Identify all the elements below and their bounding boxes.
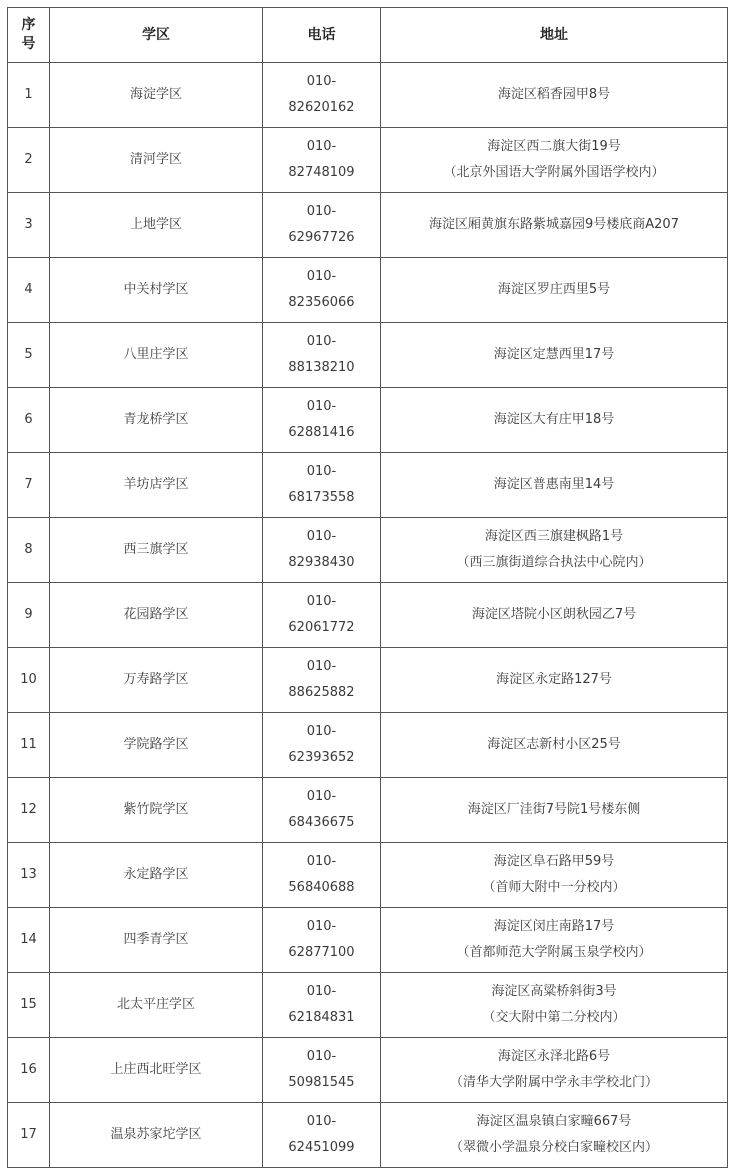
row-number: 13 — [8, 843, 50, 908]
phone-cell — [263, 973, 381, 1038]
address-cell — [381, 453, 728, 518]
row-number: 17 — [8, 1103, 50, 1168]
phone-prefix: 010- — [306, 724, 337, 739]
address-main: 海淀区大有庄甲18号 — [493, 412, 615, 427]
address-note: （首都师范大学附属玉泉学校内） — [456, 945, 652, 960]
phone-cell — [263, 648, 381, 713]
header-district: 学区 — [50, 8, 263, 63]
phone-prefix: 010- — [306, 269, 337, 284]
phone-number: 82748109 — [288, 165, 355, 180]
phone-prefix: 010- — [306, 919, 337, 934]
address-cell — [381, 908, 728, 973]
phone-prefix: 010- — [306, 74, 337, 89]
row-number: 2 — [8, 128, 50, 193]
address-cell — [381, 128, 728, 193]
address-cell — [381, 1103, 728, 1168]
district-name: 上庄西北旺学区 — [50, 1038, 263, 1103]
district-name: 上地学区 — [50, 193, 263, 258]
address-cell — [381, 713, 728, 778]
phone-prefix: 010- — [306, 1049, 337, 1064]
header-phone: 电话 — [263, 8, 381, 63]
table-row — [8, 323, 728, 388]
phone-cell — [263, 388, 381, 453]
district-name: 北太平庄学区 — [50, 973, 263, 1038]
table-row — [8, 1103, 728, 1168]
district-name: 学院路学区 — [50, 713, 263, 778]
phone-number: 68436675 — [288, 815, 355, 830]
district-name: 万寿路学区 — [50, 648, 263, 713]
district-name: 海淀学区 — [50, 63, 263, 128]
phone-prefix: 010- — [306, 789, 337, 804]
phone-cell — [263, 518, 381, 583]
phone-cell — [263, 1038, 381, 1103]
phone-cell — [263, 1103, 381, 1168]
table-row — [8, 1038, 728, 1103]
address-cell — [381, 648, 728, 713]
table-row — [8, 778, 728, 843]
district-name: 八里庄学区 — [50, 323, 263, 388]
phone-number: 62881416 — [288, 425, 355, 440]
district-name: 温泉苏家坨学区 — [50, 1103, 263, 1168]
table-row — [8, 843, 728, 908]
district-name: 四季青学区 — [50, 908, 263, 973]
address-main: 海淀区志新村小区25号 — [487, 737, 621, 752]
row-number: 3 — [8, 193, 50, 258]
address-cell — [381, 1038, 728, 1103]
phone-prefix: 010- — [306, 139, 337, 154]
address-main: 海淀区闵庄南路17号 — [493, 919, 615, 934]
row-number: 4 — [8, 258, 50, 323]
address-main: 海淀区厢黄旗东路紫城嘉园9号楼底商A207 — [429, 217, 679, 232]
district-name: 西三旗学区 — [50, 518, 263, 583]
header-no-line2: 号 — [21, 36, 36, 52]
row-number: 11 — [8, 713, 50, 778]
address-main: 海淀区阜石路甲59号 — [493, 854, 615, 869]
header-row — [8, 8, 728, 63]
address-cell — [381, 388, 728, 453]
address-note: （首师大附中一分校内） — [482, 880, 626, 895]
address-main: 海淀区稻香园甲8号 — [497, 87, 611, 102]
district-name: 清河学区 — [50, 128, 263, 193]
address-main: 海淀区温泉镇白家疃667号 — [476, 1114, 632, 1129]
row-number: 14 — [8, 908, 50, 973]
address-cell — [381, 193, 728, 258]
address-note: （西三旗街道综合执法中心院内） — [456, 555, 652, 570]
phone-number: 56840688 — [288, 880, 355, 895]
phone-number: 68173558 — [288, 490, 355, 505]
address-main: 海淀区永定路127号 — [496, 672, 612, 687]
phone-number: 82620162 — [288, 100, 355, 115]
district-name: 青龙桥学区 — [50, 388, 263, 453]
table-row — [8, 258, 728, 323]
phone-cell — [263, 778, 381, 843]
address-note: （交大附中第二分校内） — [482, 1010, 626, 1025]
address-main: 海淀区西三旗建枫路1号 — [484, 529, 624, 544]
table-row — [8, 388, 728, 453]
address-note: （北京外国语大学附属外国语学校内） — [443, 165, 665, 180]
phone-prefix: 010- — [306, 334, 337, 349]
address-cell — [381, 258, 728, 323]
phone-cell — [263, 713, 381, 778]
address-main: 海淀区高粱桥斜街3号 — [491, 984, 617, 999]
phone-prefix: 010- — [306, 854, 337, 869]
address-main: 海淀区普惠南里14号 — [493, 477, 615, 492]
district-name: 花园路学区 — [50, 583, 263, 648]
address-main: 海淀区罗庄西里5号 — [497, 282, 611, 297]
phone-prefix: 010- — [306, 594, 337, 609]
phone-cell — [263, 323, 381, 388]
phone-prefix: 010- — [306, 464, 337, 479]
table-row — [8, 518, 728, 583]
address-cell — [381, 843, 728, 908]
phone-prefix: 010- — [306, 204, 337, 219]
address-main: 海淀区西二旗大街19号 — [487, 139, 621, 154]
phone-cell — [263, 908, 381, 973]
phone-number: 62061772 — [288, 620, 355, 635]
table-row — [8, 648, 728, 713]
address-main: 海淀区厂洼街7号院1号楼东侧 — [467, 802, 641, 817]
phone-number: 62877100 — [288, 945, 355, 960]
address-main: 海淀区塔院小区朗秋园乙7号 — [471, 607, 637, 622]
address-cell — [381, 323, 728, 388]
phone-prefix: 010- — [306, 399, 337, 414]
phone-number: 62451099 — [288, 1140, 355, 1155]
table-row — [8, 973, 728, 1038]
row-number: 1 — [8, 63, 50, 128]
phone-number: 82356066 — [288, 295, 355, 310]
row-number: 15 — [8, 973, 50, 1038]
table-row — [8, 583, 728, 648]
district-name: 永定路学区 — [50, 843, 263, 908]
phone-cell — [263, 258, 381, 323]
district-name: 紫竹院学区 — [50, 778, 263, 843]
phone-prefix: 010- — [306, 984, 337, 999]
address-main: 海淀区永泽北路6号 — [497, 1049, 611, 1064]
address-cell — [381, 583, 728, 648]
phone-prefix: 010- — [306, 659, 337, 674]
header-no-line1: 序 — [21, 17, 36, 33]
table-row — [8, 713, 728, 778]
district-name: 中关村学区 — [50, 258, 263, 323]
phone-cell — [263, 583, 381, 648]
address-cell — [381, 518, 728, 583]
district-contact-table-container — [7, 7, 727, 1168]
header-no — [8, 8, 50, 63]
phone-cell — [263, 193, 381, 258]
phone-number: 88138210 — [288, 360, 355, 375]
district-name: 羊坊店学区 — [50, 453, 263, 518]
phone-number: 82938430 — [288, 555, 355, 570]
address-note: （清华大学附属中学永丰学校北门） — [449, 1075, 658, 1090]
address-main: 海淀区定慧西里17号 — [493, 347, 615, 362]
district-contact-table — [7, 7, 728, 1168]
phone-number: 62967726 — [288, 230, 355, 245]
address-cell — [381, 973, 728, 1038]
phone-number: 62393652 — [288, 750, 355, 765]
phone-number: 62184831 — [288, 1010, 355, 1025]
row-number: 6 — [8, 388, 50, 453]
phone-cell — [263, 843, 381, 908]
address-note: （翠微小学温泉分校白家疃校区内） — [449, 1140, 658, 1155]
row-number: 10 — [8, 648, 50, 713]
header-address: 地址 — [381, 8, 728, 63]
table-body — [8, 63, 728, 1168]
row-number: 8 — [8, 518, 50, 583]
table-row — [8, 908, 728, 973]
row-number: 5 — [8, 323, 50, 388]
table-row — [8, 63, 728, 128]
table-header — [8, 8, 728, 63]
phone-prefix: 010- — [306, 1114, 337, 1129]
row-number: 12 — [8, 778, 50, 843]
phone-cell — [263, 453, 381, 518]
phone-prefix: 010- — [306, 529, 337, 544]
table-row — [8, 128, 728, 193]
row-number: 9 — [8, 583, 50, 648]
row-number: 7 — [8, 453, 50, 518]
row-number: 16 — [8, 1038, 50, 1103]
address-cell — [381, 63, 728, 128]
address-cell — [381, 778, 728, 843]
phone-number: 88625882 — [288, 685, 355, 700]
phone-cell — [263, 63, 381, 128]
table-row — [8, 193, 728, 258]
phone-cell — [263, 128, 381, 193]
table-row — [8, 453, 728, 518]
phone-number: 50981545 — [288, 1075, 355, 1090]
